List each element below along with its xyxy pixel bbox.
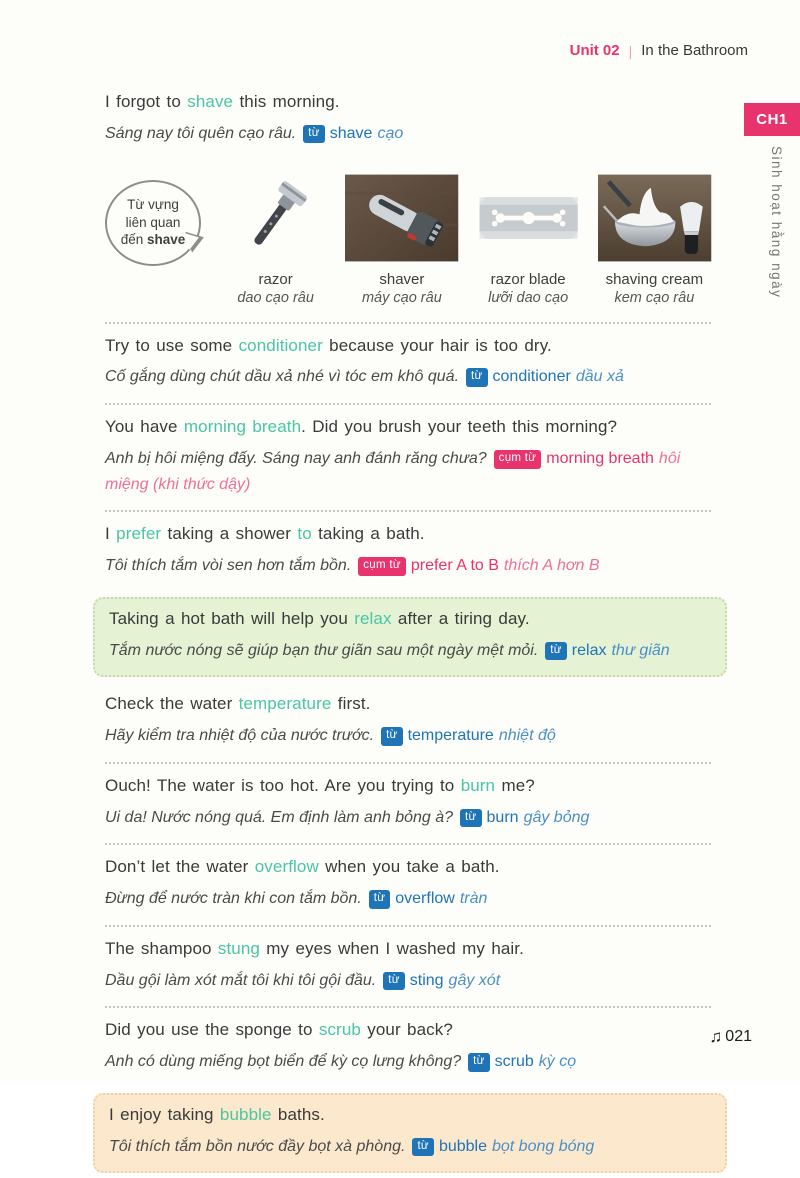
vocab-term: bubble xyxy=(438,1137,487,1155)
vocab-term: shaver xyxy=(379,270,425,288)
vocab-meaning: thích A hơn B xyxy=(503,557,600,575)
keyword: scrub xyxy=(318,1020,361,1040)
electric-shaver-icon xyxy=(345,172,458,264)
entries-list xyxy=(105,324,711,1174)
vocab-meaning: hôi miệng (khi thức dậy) xyxy=(105,450,681,493)
vocab-term: shaving cream xyxy=(605,270,704,288)
english-sentence xyxy=(105,416,711,439)
vocab-meaning: kỳ cọ xyxy=(538,1053,577,1071)
shaving-cream-icon xyxy=(598,172,711,264)
sentence-text: when you take a bath. xyxy=(318,857,500,877)
vietnamese-text: Hãy kiểm tra nhiệt độ của nước trước. xyxy=(105,727,375,745)
main-content xyxy=(105,80,711,1178)
sentence-text: Taking a hot bath will help you xyxy=(109,608,355,628)
vietnamese-translation xyxy=(109,638,711,664)
word-badge: từ xyxy=(545,642,567,661)
vietnamese-translation xyxy=(105,968,711,994)
vietnamese-text: Dầu gội làm xót mắt tôi khi tôi gội đầu. xyxy=(105,971,377,989)
vocab-entry xyxy=(105,80,711,160)
vocab-entry xyxy=(105,405,711,512)
vocab-fig-razor-blade xyxy=(472,172,585,306)
vocab-meaning: dầu xả xyxy=(575,368,624,386)
vocab-entry xyxy=(105,927,711,1009)
page-header xyxy=(570,42,748,59)
speech-bubble xyxy=(105,180,201,266)
vietnamese-translation xyxy=(105,723,711,749)
vocab-term: overflow xyxy=(395,890,455,908)
sentence-text: You have xyxy=(105,417,184,437)
vietnamese-text: Sáng nay tôi quên cạo râu. xyxy=(105,124,297,142)
vocab-term-vi: kem cạo râu xyxy=(614,289,695,306)
sentence-text: because your hair is too dry. xyxy=(322,335,552,355)
keyword: to xyxy=(297,524,312,544)
vocab-meaning: gây xót xyxy=(448,971,501,989)
english-sentence xyxy=(105,523,711,546)
vocab-term: temperature xyxy=(407,727,494,745)
vocab-term: prefer A to B xyxy=(410,557,499,575)
vocab-term: conditioner xyxy=(492,368,571,386)
vietnamese-translation xyxy=(105,886,711,912)
bubble-line-3: đến shave xyxy=(120,232,186,248)
vietnamese-translation xyxy=(105,364,711,390)
word-badge: từ xyxy=(381,727,403,746)
vietnamese-text: Đừng để nước tràn khi con tắm bồn. xyxy=(105,890,362,908)
first-entry-slot xyxy=(105,80,711,160)
vocab-term: razor xyxy=(258,270,293,288)
vietnamese-text: Cố gắng dùng chút dầu xả nhé vì tóc em khô quá. xyxy=(105,368,460,386)
sentence-text: I xyxy=(105,524,117,544)
vocab-entry xyxy=(105,682,711,764)
word-badge: từ xyxy=(369,890,391,909)
english-sentence xyxy=(109,608,711,631)
vietnamese-text: Anh có dùng miếng bọt biển để kỳ cọ lưng không? xyxy=(105,1053,462,1071)
keyword: bubble xyxy=(219,1104,272,1124)
vietnamese-text: Tắm nước nóng sẽ giúp bạn thư giãn sau một ngày mệt mỏi. xyxy=(109,641,539,659)
word-badge: từ xyxy=(412,1138,434,1157)
chapter-tab: CH1 xyxy=(744,103,800,136)
speech-bubble-wrap xyxy=(105,172,205,266)
section-vertical-label: Sinh hoạt hằng ngày xyxy=(769,146,784,299)
keyword: burn xyxy=(460,775,496,795)
keyword: stung xyxy=(217,938,260,958)
sentence-text: taking a bath. xyxy=(311,524,425,544)
vocab-figures xyxy=(219,172,711,306)
sentence-text: first. xyxy=(331,694,371,714)
razor-blade-icon xyxy=(472,172,585,264)
word-badge: từ xyxy=(303,125,325,144)
vocab-meaning: thư giãn xyxy=(611,641,670,659)
vocab-entry xyxy=(93,1093,727,1174)
music-note-icon: ♫ xyxy=(709,1027,723,1046)
sentence-text: I forgot to xyxy=(105,92,188,111)
vocab-meaning: nhiệt độ xyxy=(498,727,556,745)
vietnamese-translation xyxy=(105,1049,711,1075)
sentence-text: Don’t let the water xyxy=(105,857,255,877)
phrase-badge: cụm từ xyxy=(494,450,542,469)
english-sentence xyxy=(109,1104,711,1127)
vietnamese-text: Ui da! Nước nóng quá. Em định làm anh bỏng à? xyxy=(105,808,454,826)
vietnamese-translation xyxy=(105,805,711,831)
sentence-text: I enjoy taking xyxy=(109,1104,220,1124)
english-sentence xyxy=(105,1019,711,1042)
vocab-term-vi: lưỡi dao cạo xyxy=(488,289,569,306)
vocab-term: razor blade xyxy=(490,270,566,288)
keyword: temperature xyxy=(238,694,332,714)
vietnamese-text: Anh bị hôi miệng đấy. Sáng nay anh đánh răng chưa? xyxy=(105,450,487,467)
unit-label: Unit 02 xyxy=(569,42,620,59)
keyword: overflow xyxy=(254,857,319,877)
english-sentence xyxy=(105,335,711,358)
sentence-text: me? xyxy=(495,775,535,795)
vocab-entry xyxy=(105,764,711,846)
vocab-entry xyxy=(105,324,711,406)
razor-icon xyxy=(219,172,332,264)
vocab-fig-shaver xyxy=(345,172,458,306)
vocab-meaning: cạo xyxy=(377,124,404,142)
sentence-text: after a tiring day. xyxy=(391,608,530,628)
sentence-text: your back? xyxy=(360,1020,453,1040)
keyword: conditioner xyxy=(238,335,323,355)
vocab-term: relax xyxy=(571,641,607,659)
english-sentence xyxy=(105,91,711,114)
sentence-text: Ouch! The water is too hot. Are you trying to xyxy=(105,775,461,795)
english-sentence xyxy=(105,856,711,879)
vietnamese-text: Tôi thích tắm bồn nước đầy bọt xà phòng. xyxy=(109,1137,406,1155)
vocab-term-vi: dao cạo râu xyxy=(237,289,314,306)
vocab-term: sting xyxy=(409,971,444,989)
vocab-meaning: gây bỏng xyxy=(523,808,590,826)
word-badge: từ xyxy=(468,1053,490,1072)
sentence-text: this morning. xyxy=(233,92,340,111)
vocab-term: morning breath xyxy=(546,450,654,467)
bubble-line-1: Từ vựng xyxy=(127,197,179,213)
word-badge: từ xyxy=(460,809,482,828)
page-footer xyxy=(710,1027,752,1047)
vocab-term: scrub xyxy=(494,1053,534,1071)
header-divider: | xyxy=(628,42,633,59)
vocab-term: shave xyxy=(329,124,373,142)
vocab-meaning: bọt bong bóng xyxy=(491,1137,595,1155)
vietnamese-translation xyxy=(105,446,711,497)
word-badge: từ xyxy=(466,368,488,387)
word-badge: từ xyxy=(383,972,405,991)
sentence-text: Did you use the sponge to xyxy=(105,1020,319,1040)
shave-related-vocab-row xyxy=(105,160,711,324)
sentence-text: my eyes when I washed my hair. xyxy=(259,938,524,958)
english-sentence xyxy=(105,775,711,798)
phrase-badge: cụm từ xyxy=(358,557,406,576)
keyword: prefer xyxy=(116,524,162,544)
page-number: 021 xyxy=(725,1028,752,1045)
vocab-term: burn xyxy=(486,808,519,826)
sentence-text: Check the water xyxy=(105,694,239,714)
sentence-text: taking a shower xyxy=(161,524,298,544)
vietnamese-translation xyxy=(105,553,711,579)
vocab-meaning: tràn xyxy=(459,890,488,908)
unit-title: In the Bathroom xyxy=(641,42,748,59)
english-sentence xyxy=(105,938,711,961)
vietnamese-text: Tôi thích tắm vòi sen hơn tắm bồn. xyxy=(105,557,352,575)
sentence-text: . Did you brush your teeth this morning? xyxy=(301,417,618,437)
vocab-entry xyxy=(105,512,711,592)
keyword: shave xyxy=(187,92,234,111)
sentence-text: The shampoo xyxy=(105,938,218,958)
keyword: morning breath xyxy=(183,417,302,437)
vocab-fig-shaving-cream xyxy=(598,172,711,306)
sentence-text: Try to use some xyxy=(105,335,239,355)
vocab-entry xyxy=(93,597,727,678)
vocab-entry xyxy=(105,1008,711,1088)
vietnamese-translation xyxy=(109,1134,711,1160)
vocab-term-vi: máy cạo râu xyxy=(361,289,442,306)
vietnamese-translation xyxy=(105,121,711,147)
english-sentence xyxy=(105,693,711,716)
vocab-entry xyxy=(105,845,711,927)
bubble-line-2: liên quan xyxy=(125,214,181,230)
vocab-fig-razor xyxy=(219,172,332,306)
sentence-text: baths. xyxy=(271,1104,325,1124)
keyword: relax xyxy=(354,608,392,628)
